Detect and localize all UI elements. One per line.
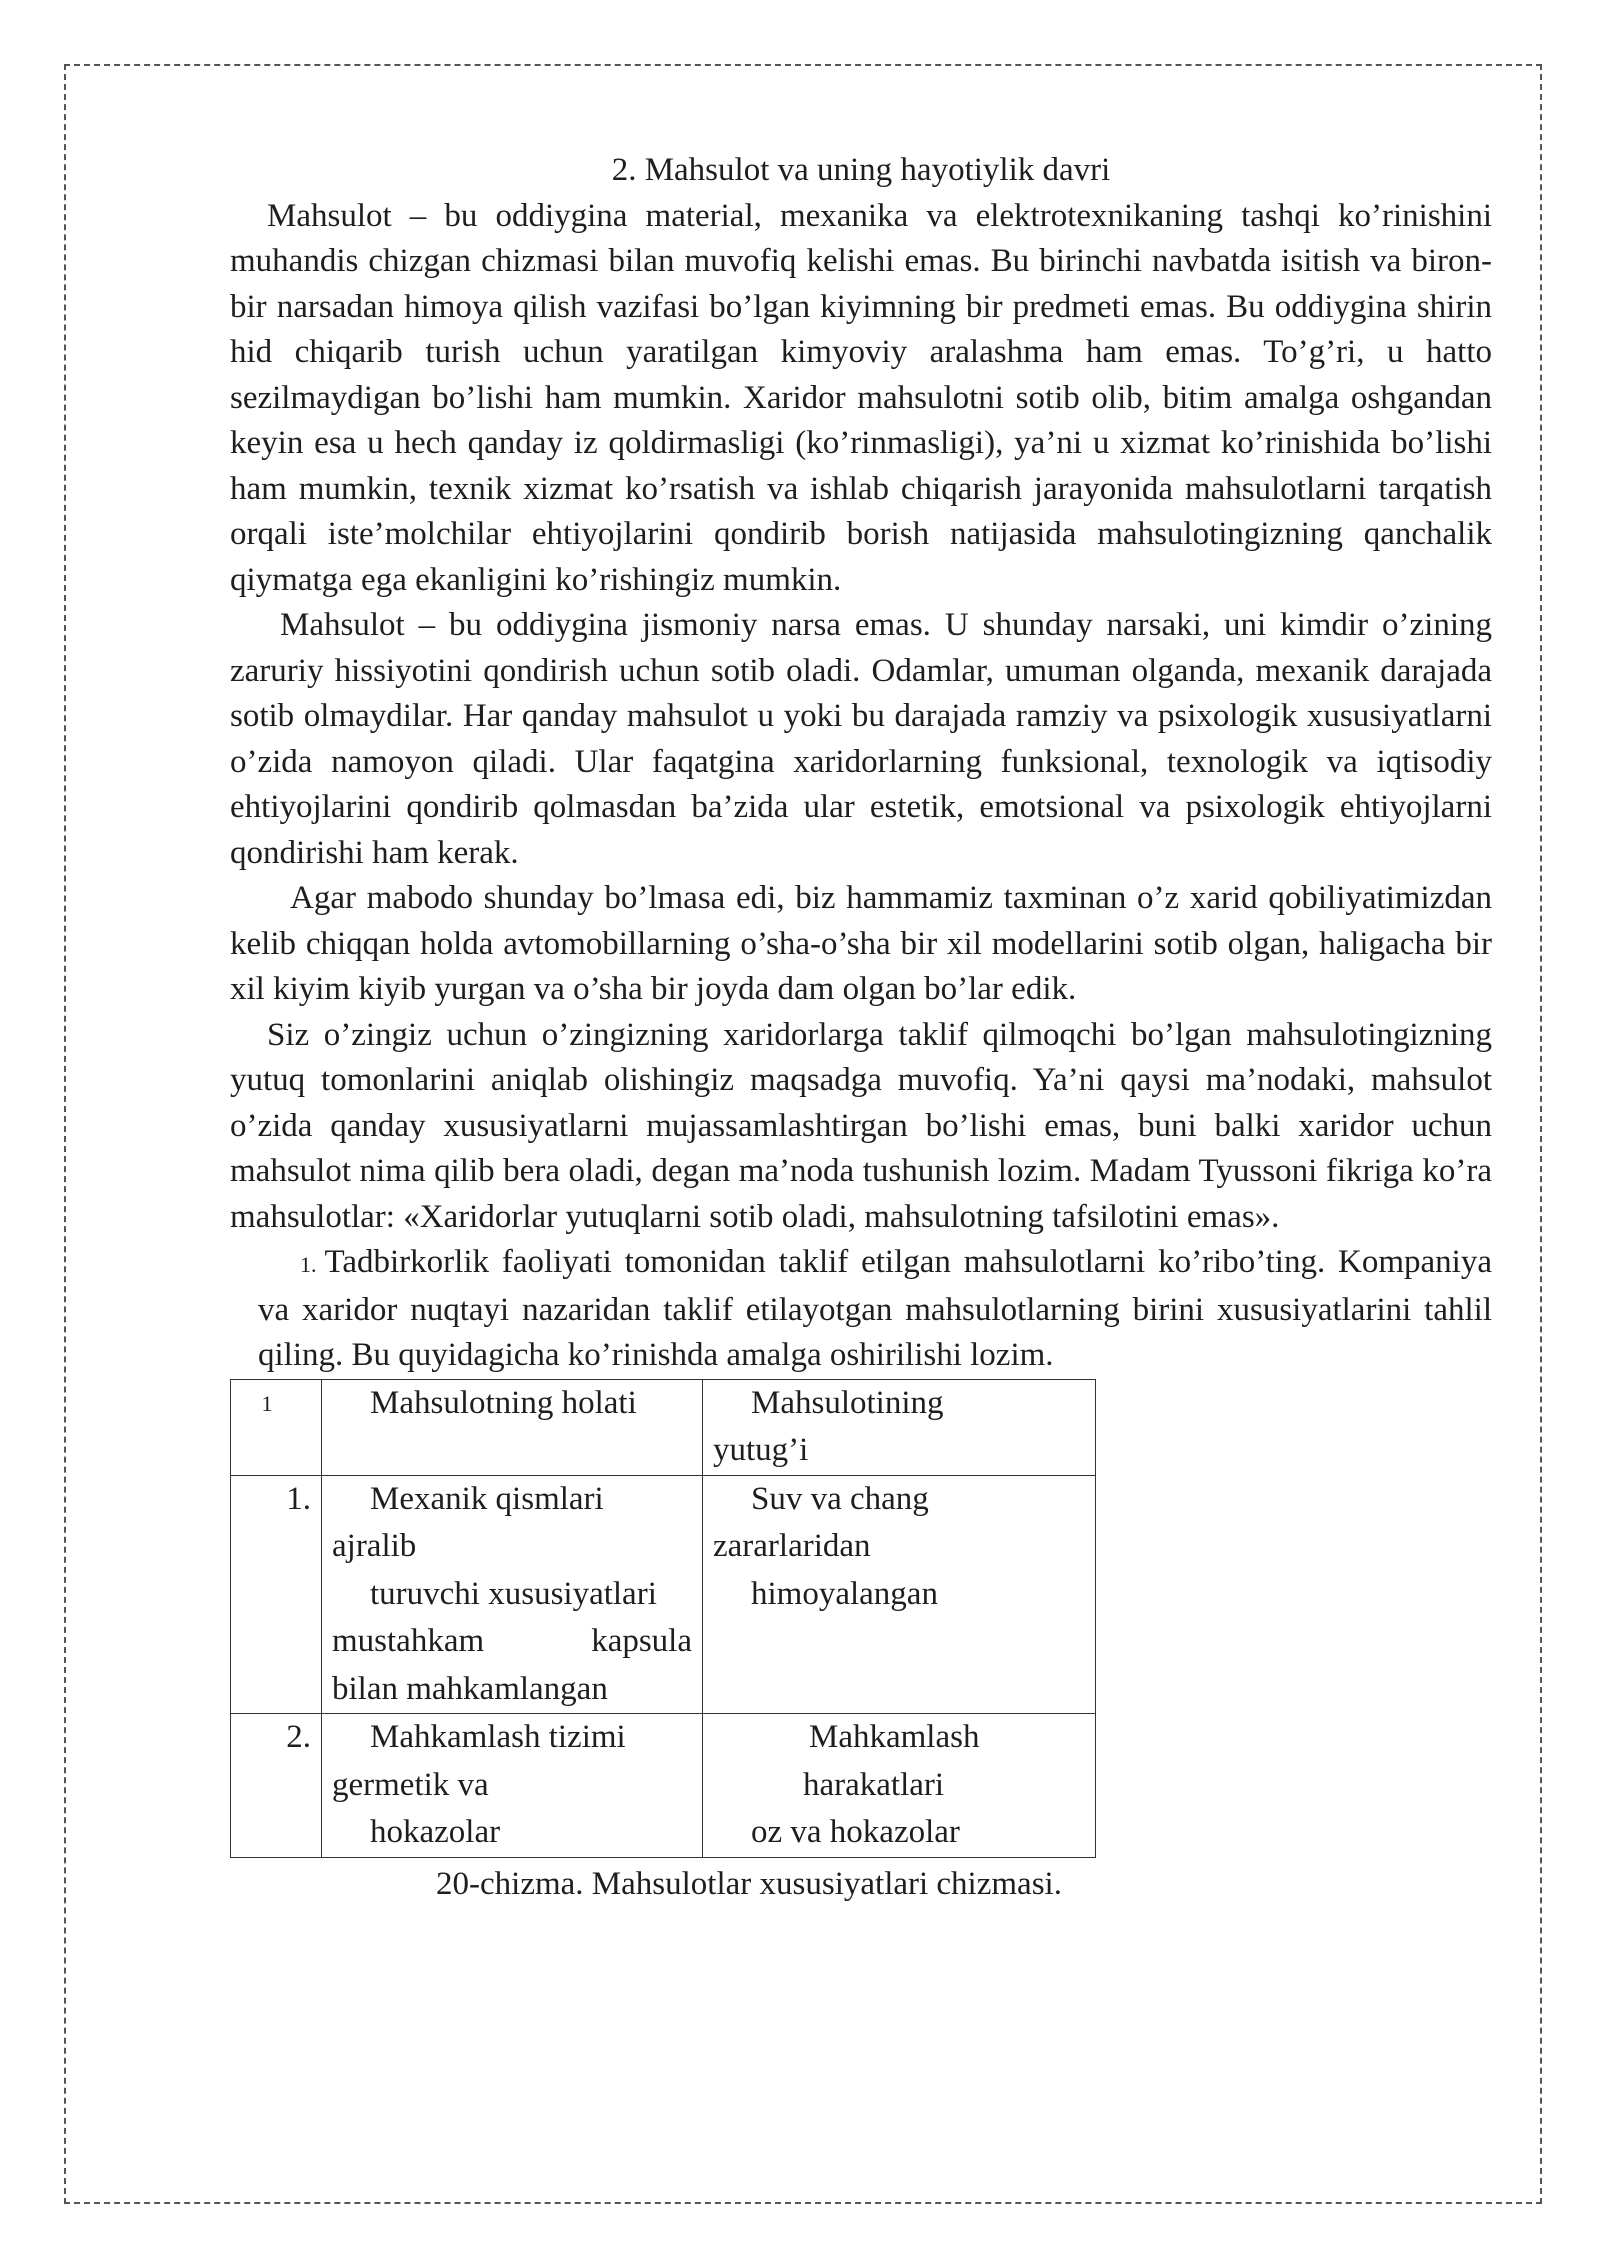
paragraph: Siz o’zingiz uchun o’zingizning xaridorlarga taklif qilmoqchi bo’lgan mahsulotingizning yutuq tomonlarini aniqlab olishingiz maqsadga muvofiq. Ya’ni qaysi ma’nodaki, mahsulot o’zida qanday xususiyatlarni mujassamlashtirgan bo’lishi emas, buni balki xaridor uchun mahsulot nima qilib bera oladi, degan ma’noda tushunish lozim. Madam Tyussoni fikriga ko’ra mahsulotlar: «Xaridorlar yutuqlarni sotib oladi, mahsulotning tafsilotini emas». — [230, 1016, 1492, 1235]
row-advantage-cell: Mahkamlash harakatlari oz va hokazolar — [703, 1714, 1096, 1858]
document-body — [230, 148, 1492, 1907]
header-cell-advantage: Mahsulotining yutug’i — [703, 1379, 1096, 1475]
header-cell-state: Mahsulotning holati — [322, 1379, 703, 1475]
row-state-cell: Mexanik qismlari ajralib turuvchi xususiyatlari mustahkam kapsula bilan mahkamlangan — [322, 1475, 703, 1714]
table-header-row — [231, 1379, 1096, 1475]
paragraph: Mahsulot – bu oddiygina material, mexanika va elektrotexnikaning tashqi ko’rinishini muhandis chizgan chizmasi bilan muvofiq kelishi emas. Bu birinchi navbatda isitish va biron-bir narsadan himoya qilish vazifasi bo’lgan kiyimning bir predmeti emas. Bu oddiygina shirin hid chiqarib turish uchun yaratilgan kimyoviy aralashma ham emas. To’g’ri, u hatto sezilmaydigan bo’lishi ham mumkin. Xaridor mahsulotni sotib olib, bitim amalga oshgandan keyin esa u hech qanday iz qoldirmasligi (ko’rinmasligi), ya’ni u xizmat ko’rinishida bo’lishi ham mumkin, texnik xizmat ko’rsatish va ishlab chiqarish jarayonida mahsulotlarni tarqatish orqali iste’molchilar ehtiyojlarini qondirib borish natijasida mahsulotingizning qanchalik qiymatga ega ekanligini ko’rishingiz mumkin. — [230, 197, 1492, 598]
task-item — [258, 1240, 1492, 1379]
header-cell-num: 1 — [231, 1379, 322, 1475]
paragraph: Agar mabodo shunday bo’lmasa edi, biz hammamiz taxminan o’z xarid qobiliyatimizdan kelib chiqqan holda avtomobillarning o’sha-o’sha bir xil modellarini sotib olgan, haligacha bir xil kiyim kiyib yurgan va o’sha bir joyda dam olgan bo’lar edik. — [230, 880, 1492, 1007]
table-row — [231, 1475, 1096, 1714]
figure-caption: 20-chizma. Mahsulotlar xususiyatlari chizmasi. — [436, 1865, 1062, 1902]
task-number: 1. — [300, 1252, 317, 1277]
row-state-cell: Mahkamlash tizimi germetik va hokazolar — [322, 1714, 703, 1858]
section-title: 2. Mahsulot va uning hayotiylik davri — [611, 152, 1111, 188]
properties-table — [230, 1379, 1096, 1858]
paragraph: Mahsulot – bu oddiygina jismoniy narsa emas. U shunday narsaki, uni kimdir o’zining zaruriy hissiyotini qondirish uchun sotib oladi. Odamlar, umuman olganda, mexanik darajada sotib olmaydilar. Har qanday mahsulot u yoki bu darajada ramziy va psixologik xususiyatlarni o’zida namoyon qiladi. Ular faqatgina xaridorlarning funksional, texnologik va iqtisodiy ehtiyojlarini qondirib qolmasdan ba’zida ular estetik, emotsional va psixologik ehtiyojlarni qondirishi ham kerak. — [230, 607, 1492, 871]
task-text: Tadbirkorlik faoliyati tomonidan taklif etilgan mahsulotlarni ko’ribo’ting. Kompaniya va xaridor nuqtayi nazaridan taklif etilayotgan mahsulotlarning birini xususiyatlarini tahlil qiling. Bu quyidagicha ko’rinishda amalga oshirilishi lozim. — [258, 1244, 1492, 1373]
table-row — [231, 1714, 1096, 1858]
row-advantage-cell: Suv va chang zararlaridan himoyalangan — [703, 1475, 1096, 1714]
row-number: 2. — [231, 1714, 322, 1858]
row-number: 1. — [231, 1475, 322, 1714]
